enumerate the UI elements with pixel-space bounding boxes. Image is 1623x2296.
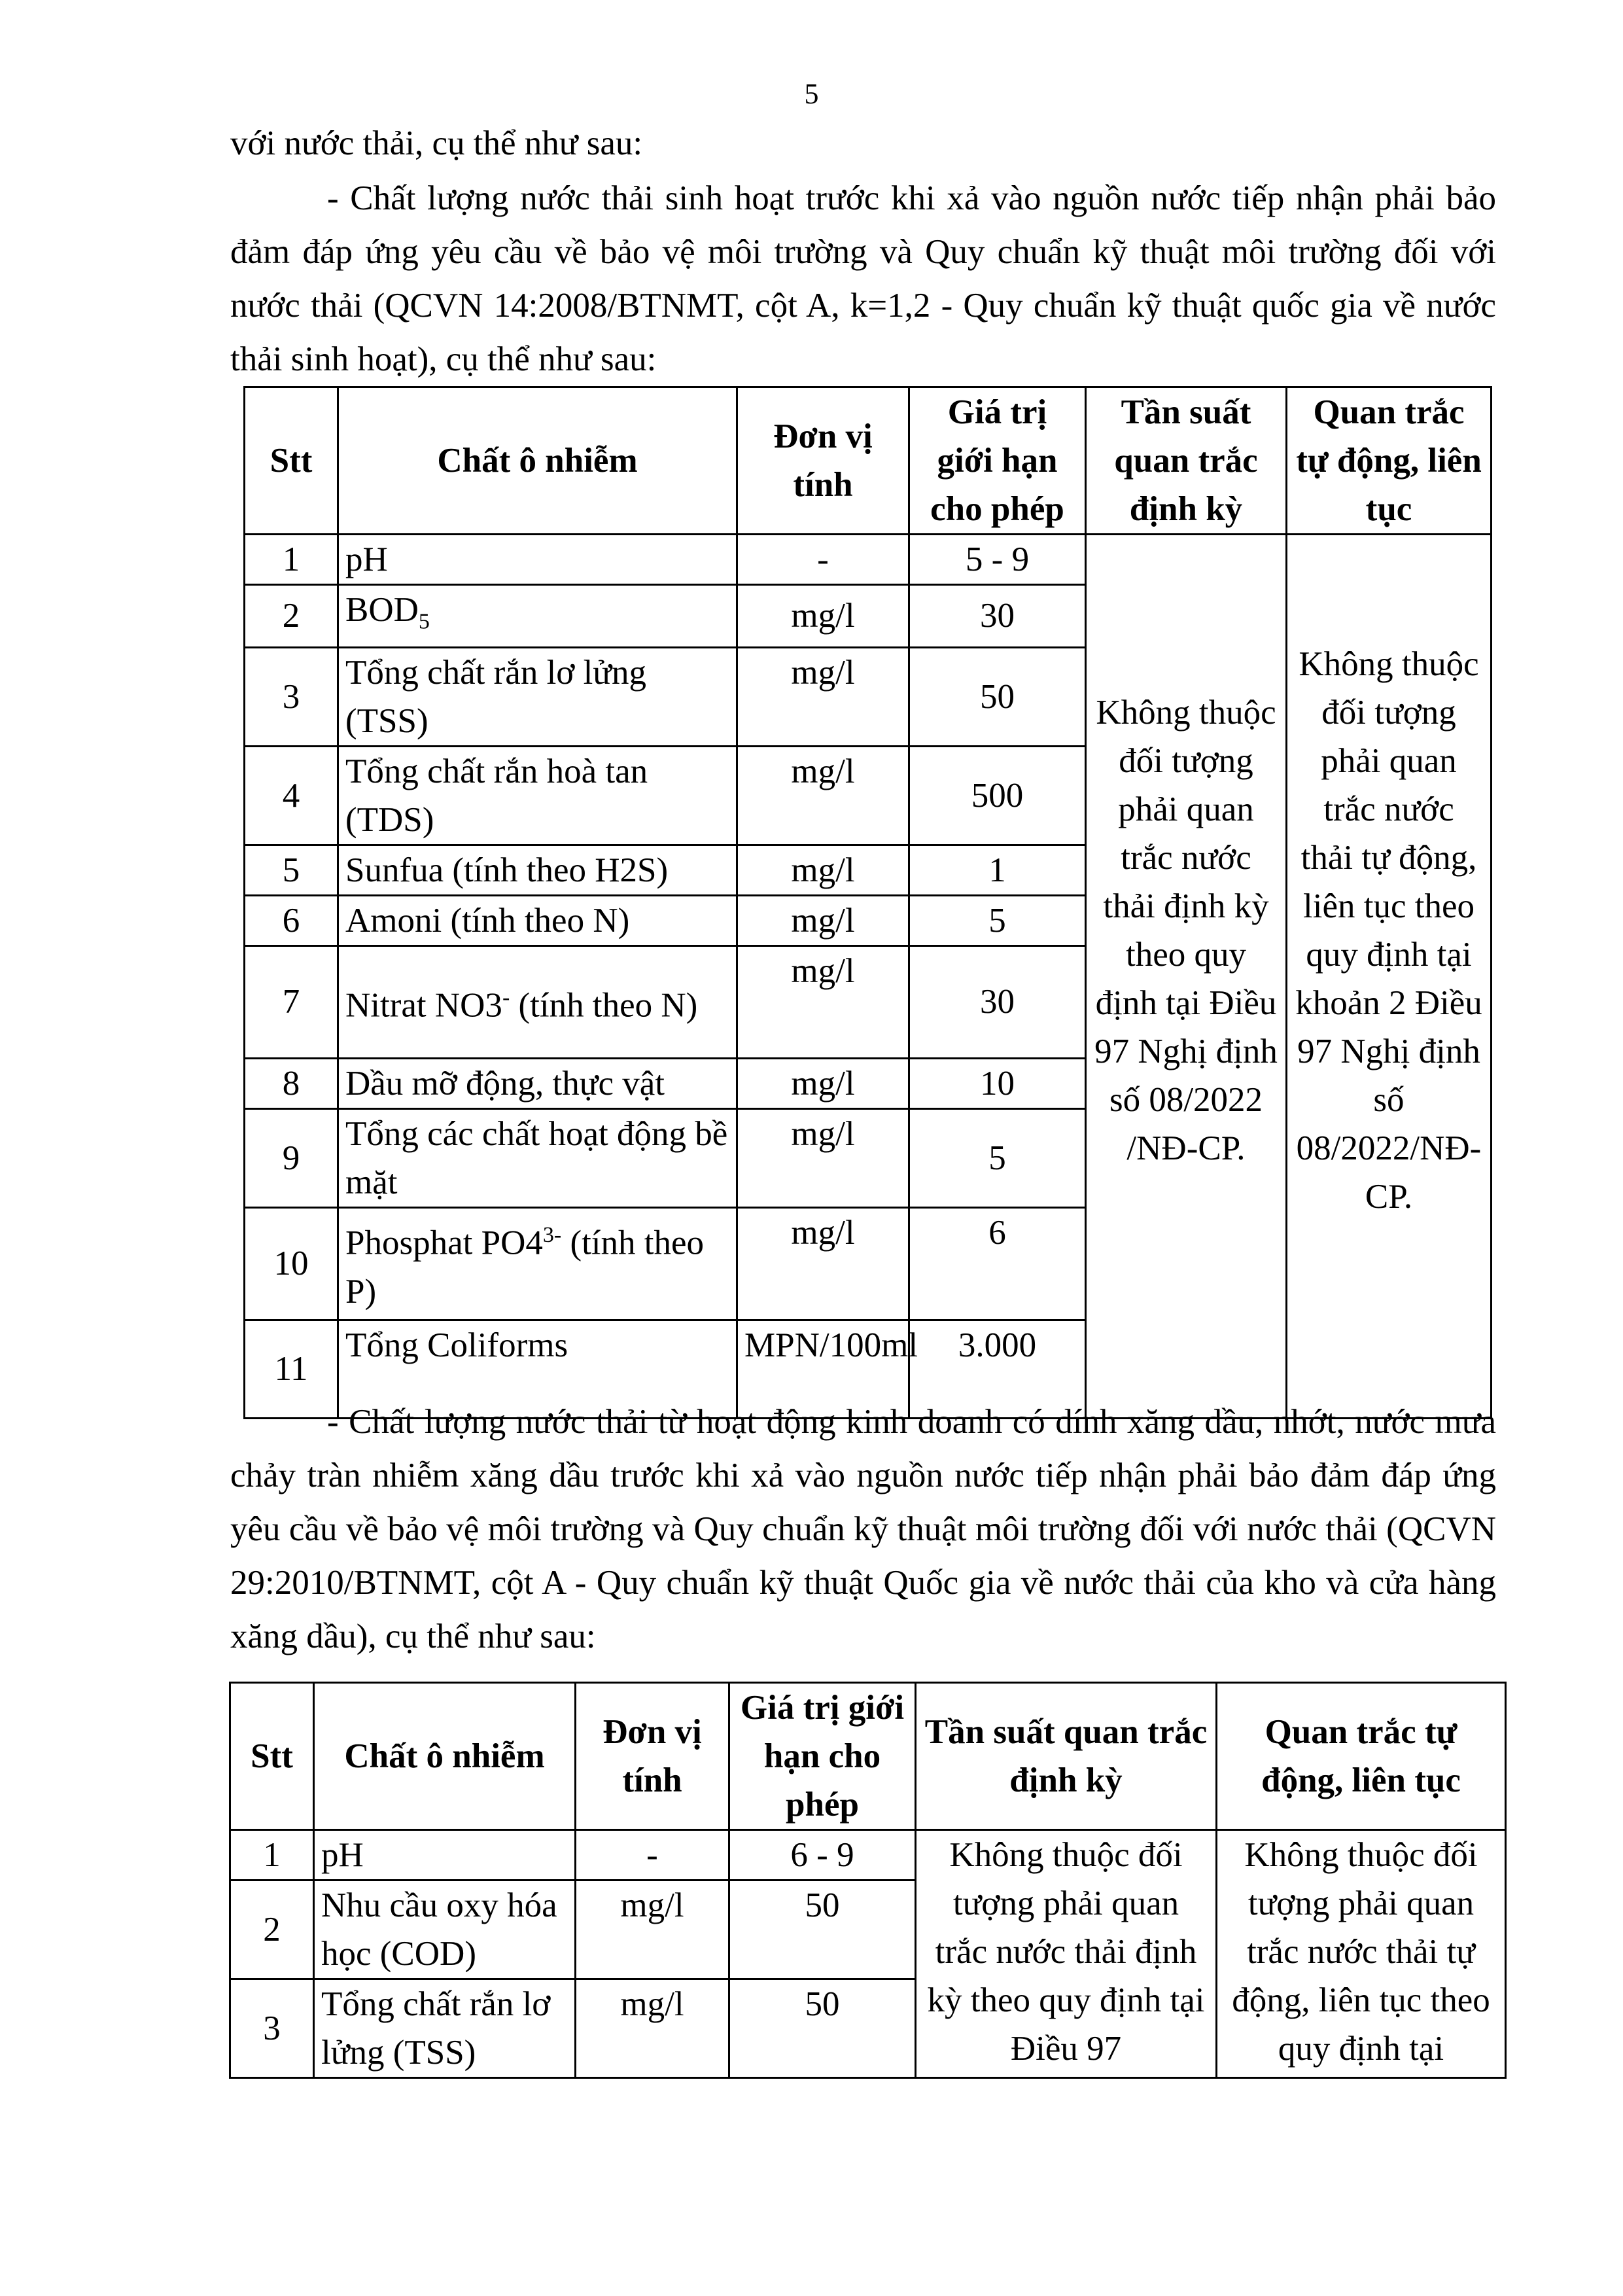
row-unit: mg/l	[737, 1108, 909, 1207]
row-stt: 6	[245, 895, 338, 945]
row-pollutant: Tổng chất rắn lơ lửng (TSS)	[338, 647, 737, 746]
row-stt: 7	[245, 945, 338, 1058]
row-unit: mg/l	[737, 1058, 909, 1108]
header-pollutant: Chất ô nhiễm	[314, 1683, 576, 1830]
row-pollutant: Tổng các chất hoạt động bề mặt	[338, 1108, 737, 1207]
row-stt: 1	[245, 535, 338, 585]
row-pollutant: Amoni (tính theo N)	[338, 895, 737, 945]
row-limit: 50	[729, 1979, 916, 2078]
row-limit: 30	[909, 945, 1086, 1058]
row-pollutant: pH	[314, 1830, 576, 1881]
header-auto-monitoring: Quan trắc tự động, liên tục	[1287, 387, 1492, 535]
row-pollutant: Nhu cầu oxy hóa học (COD)	[314, 1881, 576, 1979]
header-auto-monitoring: Quan trắc tự động, liên tục	[1217, 1683, 1506, 1830]
page-number: 5	[804, 78, 819, 110]
row-unit: mg/l	[737, 585, 909, 648]
frequency-note-cell: Không thuộc đối tượng phải quan trắc nước thải định kỳ theo quy định tại Điều 97	[916, 1830, 1217, 2078]
row-limit: 5	[909, 895, 1086, 945]
intro-text: với nước thải, cụ thể như sau:	[230, 124, 643, 162]
row-stt: 3	[230, 1979, 314, 2078]
row-unit: mg/l	[737, 845, 909, 895]
row-unit: -	[737, 535, 909, 585]
header-limit: Giá trị giới hạn cho phép	[909, 387, 1086, 535]
header-unit: Đơn vị tính	[576, 1683, 729, 1830]
row-stt: 8	[245, 1058, 338, 1108]
pollutant-text: Nitrat NO3	[345, 986, 502, 1025]
pollutant-text-tail: (tính theo N)	[510, 986, 698, 1025]
row-stt: 10	[245, 1207, 338, 1320]
row-unit: -	[576, 1830, 729, 1881]
pollutant-text: BOD	[345, 591, 419, 629]
row-unit: MPN/100ml	[737, 1320, 909, 1418]
table-row	[230, 1830, 1506, 1881]
row-limit: 50	[729, 1881, 916, 1979]
header-frequency: Tần suất quan trắc định kỳ	[1086, 387, 1287, 535]
row-unit: mg/l	[737, 895, 909, 945]
domestic-wastewater-table	[243, 386, 1492, 1419]
pollutant-text: Phosphat PO4	[345, 1224, 543, 1262]
header-stt: Stt	[230, 1683, 314, 1830]
header-frequency: Tần suất quan trắc định kỳ	[916, 1683, 1217, 1830]
row-pollutant: Dầu mỡ động, thực vật	[338, 1058, 737, 1108]
table-header-row	[230, 1683, 1506, 1830]
row-pollutant	[338, 585, 737, 648]
row-limit: 50	[909, 647, 1086, 746]
row-limit: 5 - 9	[909, 535, 1086, 585]
row-unit: mg/l	[737, 647, 909, 746]
row-unit: mg/l	[737, 1207, 909, 1320]
row-limit: 1	[909, 845, 1086, 895]
row-limit: 10	[909, 1058, 1086, 1108]
row-stt: 2	[230, 1881, 314, 1979]
row-stt: 1	[230, 1830, 314, 1881]
auto-monitoring-note-cell: Không thuộc đối tượng phải quan trắc nước thải tự động, liên tục theo quy định tại khoản 2 Điều 97 Nghị định số 08/2022/NĐ-CP.	[1287, 535, 1492, 1419]
row-limit: 3.000	[909, 1320, 1086, 1418]
row-stt: 9	[245, 1108, 338, 1207]
header-pollutant: Chất ô nhiễm	[338, 387, 737, 535]
row-pollutant	[338, 1207, 737, 1320]
header-unit: Đơn vị tính	[737, 387, 909, 535]
paragraph-domestic-wastewater: - Chất lượng nước thải sinh hoạt trước khi xả vào nguồn nước tiếp nhận phải bảo đảm đáp ứng yêu cầu về bảo vệ môi trường và Quy chuẩn kỹ thuật môi trường đối với nước thải (QCVN 14:2008/BTNMT, cột A, k=1,2 - Quy chuẩn kỹ thuật quốc gia về nước thải sinh hoạt), cụ thể như sau:	[230, 179, 1496, 378]
row-unit: mg/l	[737, 746, 909, 845]
row-pollutant: Tổng chất rắn lơ lửng (TSS)	[314, 1979, 576, 2078]
row-stt: 2	[245, 585, 338, 648]
row-unit: mg/l	[576, 1881, 729, 1979]
row-stt: 5	[245, 845, 338, 895]
row-pollutant	[338, 945, 737, 1058]
row-limit: 500	[909, 746, 1086, 845]
table-header-row	[245, 387, 1492, 535]
petroleum-wastewater-table	[229, 1682, 1507, 2079]
row-pollutant: Tổng chất rắn hoà tan (TDS)	[338, 746, 737, 845]
row-limit: 6	[909, 1207, 1086, 1320]
row-pollutant: Tổng Coliforms	[338, 1320, 737, 1418]
row-stt: 11	[245, 1320, 338, 1418]
pollutant-superscript: -	[502, 985, 510, 1010]
row-unit: mg/l	[737, 945, 909, 1058]
paragraph-petroleum-wastewater: - Chất lượng nước thải từ hoạt động kinh doanh có dính xăng dầu, nhớt, nước mưa chảy tràn nhiễm xăng dầu trước khi xả vào nguồn nước tiếp nhận phải bảo đảm đáp ứng yêu cầu về bảo vệ môi trường và Quy chuẩn kỹ thuật môi trường đối với nước thải (QCVN 29:2010/BTNMT, cột A - Quy chuẩn kỹ thuật Quốc gia về nước thải của kho và cửa hàng xăng dầu), cụ thể như sau:	[230, 1403, 1496, 1655]
row-limit: 6 - 9	[729, 1830, 916, 1881]
auto-monitoring-note-cell: Không thuộc đối tượng phải quan trắc nước thải tự động, liên tục theo quy định tại	[1217, 1830, 1506, 2078]
pollutant-text-tail: (tính theo P)	[345, 1224, 705, 1311]
row-stt: 4	[245, 746, 338, 845]
header-limit: Giá trị giới hạn cho phép	[729, 1683, 916, 1830]
row-limit: 5	[909, 1108, 1086, 1207]
pollutant-superscript: 3-	[542, 1223, 562, 1248]
header-stt: Stt	[245, 387, 338, 535]
row-stt: 3	[245, 647, 338, 746]
frequency-note-cell: Không thuộc đối tượng phải quan trắc nước thải định kỳ theo quy định tại Điều 97 Nghị định số 08/2022 /NĐ-CP.	[1086, 535, 1287, 1419]
row-pollutant: pH	[338, 535, 737, 585]
row-limit: 30	[909, 585, 1086, 648]
row-pollutant: Sunfua (tính theo H2S)	[338, 845, 737, 895]
table-row	[245, 535, 1492, 585]
row-unit: mg/l	[576, 1979, 729, 2078]
pollutant-subscript: 5	[418, 609, 430, 634]
